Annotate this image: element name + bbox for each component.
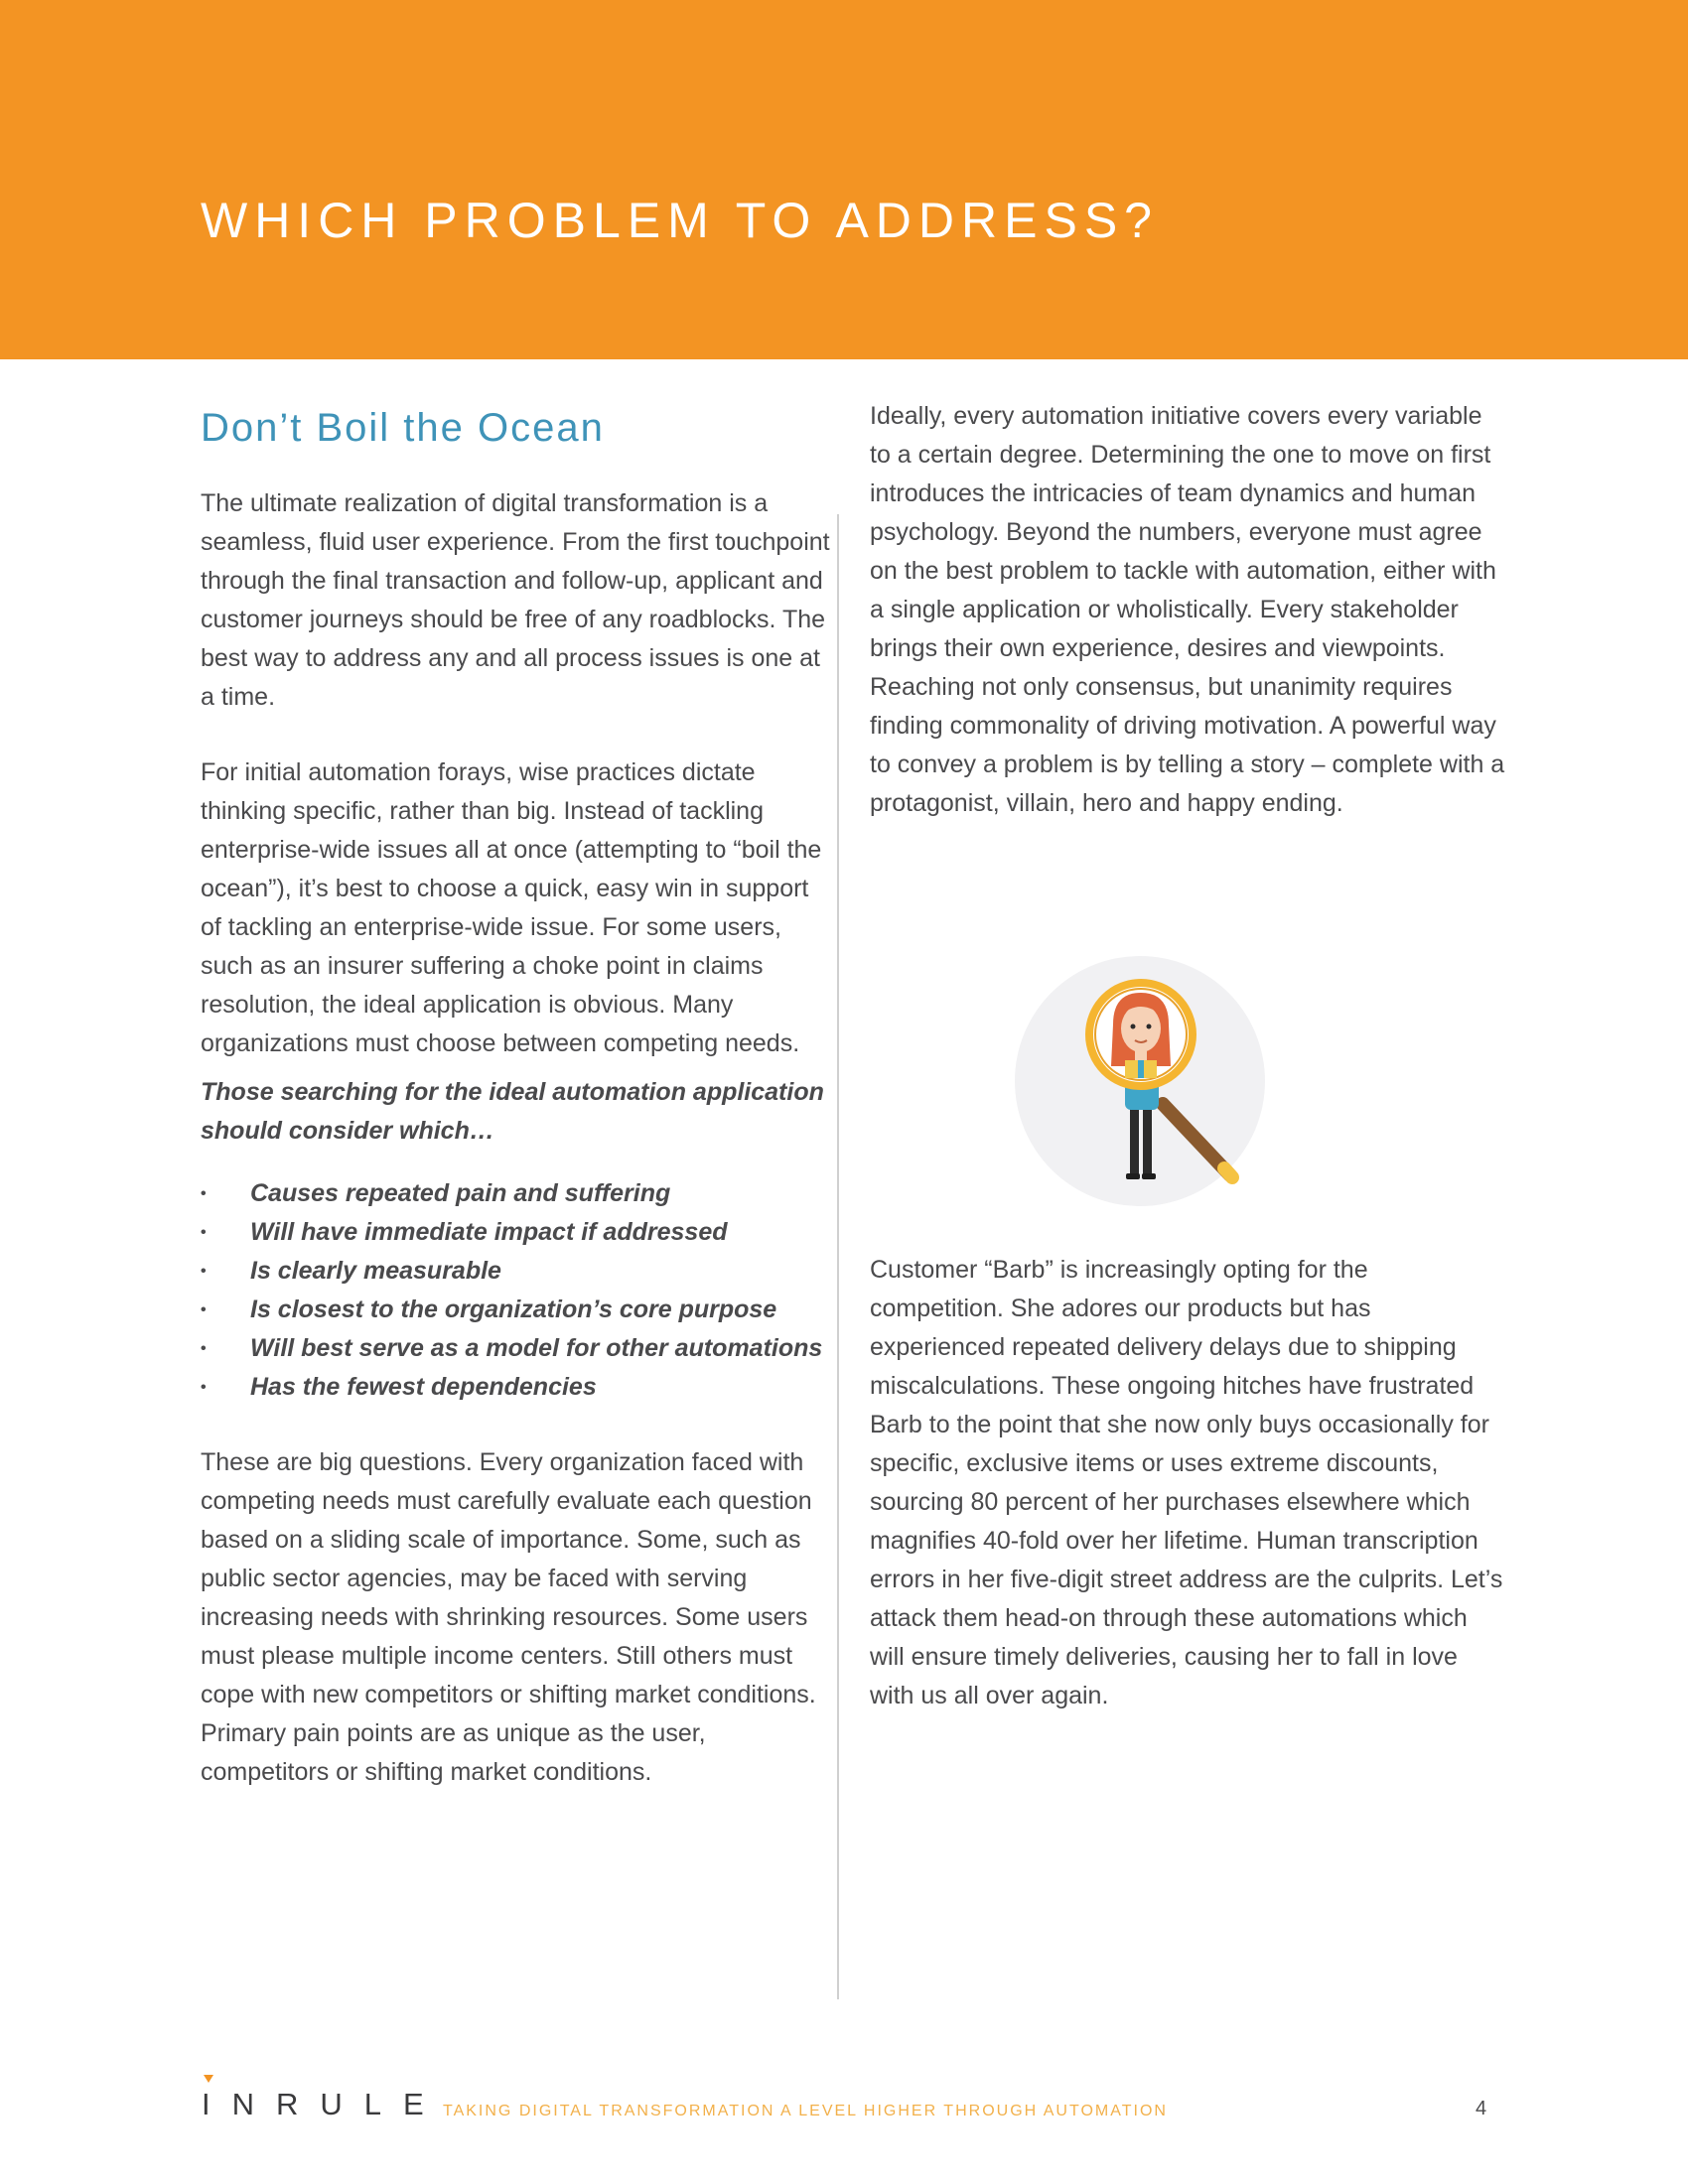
initiative-paragraph: Ideally, every automation initiative covers every variable to a certain degree. Determining the one to move on first introduces the intricacies of team dynamics and human psychology. Beyond the numbers, everyone must agree on the best problem to tackle with automation, either with a single application or wholistically. Every stakeholder brings their own experience, desires and viewpoints. Reaching not only consensus, but unanimity requires finding commonality of driving motivation. A powerful way to convey a problem is by telling a story – complete with a protagonist, villain, hero and happy ending. [870, 402, 1505, 817]
column-divider [837, 514, 839, 1999]
criteria-item: • Causes repeated pain and suffering [201, 1174, 836, 1213]
footer-logo: INRULE [202, 2087, 446, 2121]
criteria-item: • Is closest to the organization’s core purpose [201, 1291, 836, 1329]
customer-story [870, 1251, 1505, 1715]
page-title: WHICH PROBLEM TO ADDRESS? [201, 193, 1159, 248]
criteria-item: • Has the fewest dependencies [201, 1368, 836, 1407]
criteria-item: • Will best serve as a model for other automations [201, 1329, 836, 1368]
left-column [201, 397, 836, 1792]
page-number: 4 [1476, 2098, 1487, 2119]
intro-paragraph: The ultimate realization of digital transformation is a seamless, fluid user experience. From the first touchpoint through the final transaction and follow-up, applicant and customer journeys should be free of any roadblocks. The best way to address any and all process issues is one at a time. [201, 489, 830, 711]
section-heading: Don’t Boil the Ocean [201, 406, 605, 450]
forays-paragraph: For initial automation forays, wise practices dictate thinking specific, rather than big. Instead of tackling enterprise-wide issues all at once (attempting to “boil the ocean”), it’s best to choose a quick, easy win in support of tackling an enterprise-wide issue. For some users, such as an insurer suffering a choke point in claims resolution, the ideal application is obvious. Many organizations must choose between competing needs. [201, 758, 822, 1057]
questions-paragraph: These are big questions. Every organization faced with competing needs must carefully evaluate each question based on a sliding scale of importance. Some, such as public sector agencies, may be faced with serving increasing needs with shrinking resources. Some users must please multiple income centers. Still others must cope with new competitors or shifting market conditions. Primary pain points are as unique as the user, competitors or shifting market conditions. [201, 1448, 816, 1786]
right-column [870, 397, 1505, 823]
magnifier-person-illustration [1014, 955, 1266, 1207]
criteria-lead: Those searching for the ideal automation application should consider which… [201, 1078, 824, 1145]
header-banner [0, 0, 1688, 359]
magnifier-illustration-icon [1014, 955, 1266, 1207]
criteria-list [201, 1174, 836, 1407]
footer-tagline: TAKING DIGITAL TRANSFORMATION A LEVEL HIGHER THROUGH AUTOMATION [443, 2103, 1168, 2119]
story-paragraph: Customer “Barb” is increasingly opting for the competition. She adores our products but has experienced repeated delivery delays due to shipping miscalculations. These ongoing hitches have frustrated Barb to the point that she now only buys occasionally for specific, exclusive items or uses extreme discounts, sourcing 80 percent of her purchases elsewhere which magnifies 40-fold over her lifetime. Human transcription errors in her five-digit street address are the culprits. Let’s attack them head-on through these automations which will ensure timely deliveries, causing her to fall in love with us all over again. [870, 1256, 1503, 1709]
logo-accent-icon [204, 2075, 213, 2083]
criteria-item: • Is clearly measurable [201, 1252, 836, 1291]
criteria-item: • Will have immediate impact if addressed [201, 1213, 836, 1252]
